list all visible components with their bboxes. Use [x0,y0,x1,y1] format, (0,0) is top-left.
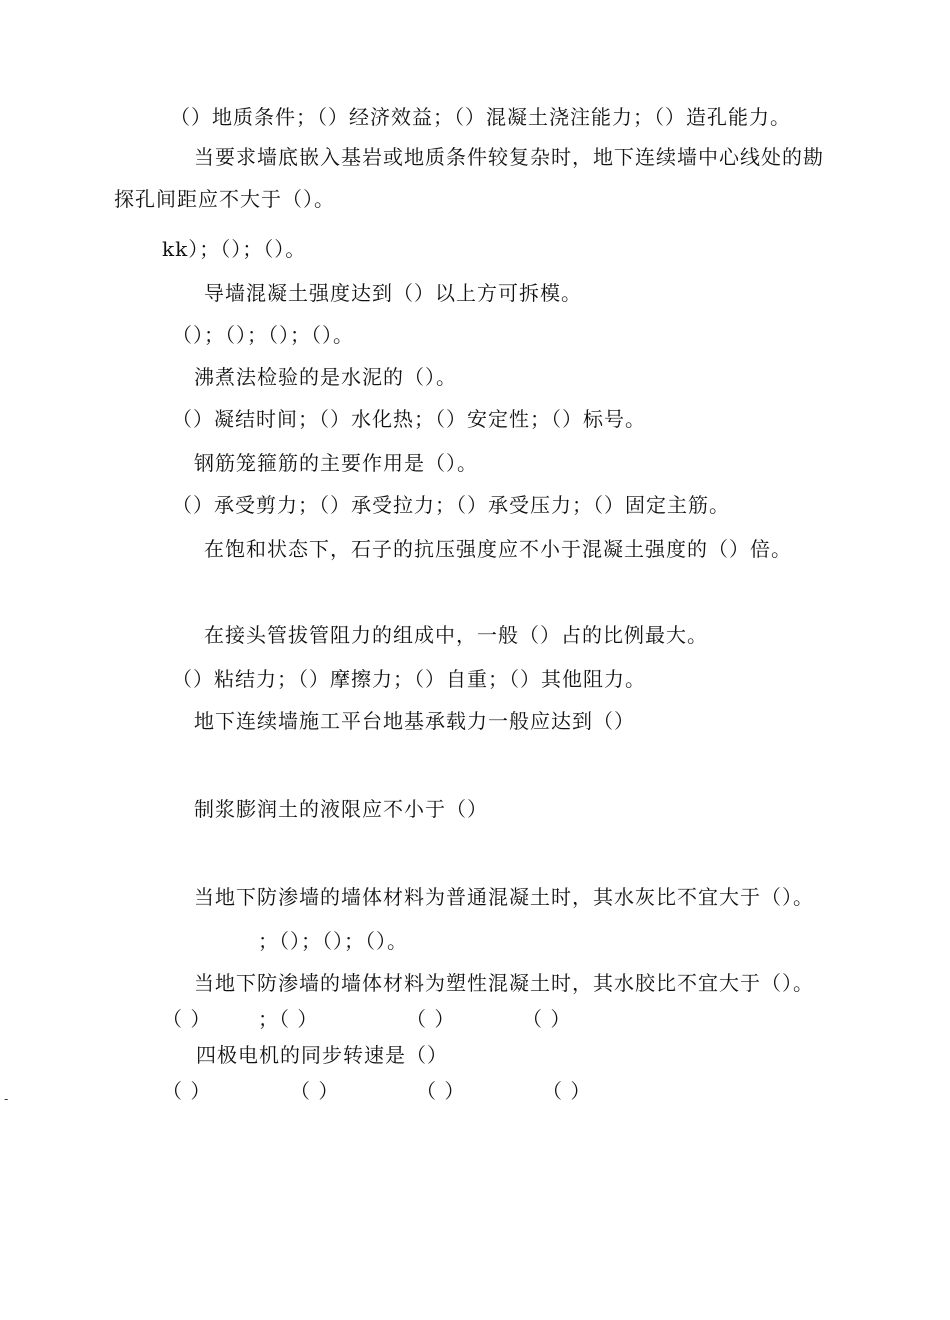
options-line-4: （）凝结时间；（）水化热；（）安定性；（）标号。 [172,407,646,431]
question-line-9: 制浆膨润土的液限应不小于（） [194,797,488,821]
option-11-c: （ ） [406,1007,456,1031]
question-line-7: 在接头管拔管阻力的组成中，一般（）占的比例最大。 [204,623,708,647]
option-12-b: （ ） [290,1079,340,1103]
option-12-c: （ ） [416,1079,466,1103]
option-11-a: （ ） [162,1007,212,1031]
options-line-7: （）粘结力；（）摩擦力；（）自重；（）其他阻力。 [172,667,646,691]
question-line-10: 当地下防渗墙的墙体材料为普通混凝土时，其水灰比不宜大于（）。 [194,885,814,909]
options-line-2: kk）；（）；（）。 [162,237,307,261]
question-line-6: 在饱和状态下，石子的抗压强度应不小于混凝土强度的（）倍。 [204,537,792,561]
option-12-a: （ ） [162,1079,212,1103]
question-line-8: 地下连续墙施工平台地基承载力一般应达到（） [194,709,635,733]
options-line-5: （）承受剪力；（）承受拉力；（）承受压力；（）固定主筋。 [172,493,730,517]
question-line-2: 当要求墙底嵌入基岩或地质条件较复杂时，地下连续墙中心线处的勘 [194,145,824,169]
question-line-5: 钢筋笼箍筋的主要作用是（）。 [194,451,478,475]
margin-mark: - [4,1092,9,1106]
options-line-3: （）；（）；（）；（）。 [172,323,354,347]
option-11-b: ；（ ） [258,1007,319,1031]
question-line-11: 当地下防渗墙的墙体材料为塑性混凝土时，其水胶比不宜大于（）。 [194,971,814,995]
options-line-10: ；（）；（）；（）。 [258,929,408,953]
question-line-4: 沸煮法检验的是水泥的（）。 [194,365,457,389]
option-11-d: （ ） [522,1007,572,1031]
options-line-1: （）地质条件；（）经济效益；（）混凝土浇注能力；（）造孔能力。 [170,105,791,129]
question-line-3: 导墙混凝土强度达到（）以上方可拆模。 [204,281,582,305]
option-12-d: （ ） [542,1079,592,1103]
question-line-2-cont: 探孔间距应不大于（）。 [114,187,335,211]
question-line-12: 四极电机的同步转速是（） [196,1043,448,1067]
